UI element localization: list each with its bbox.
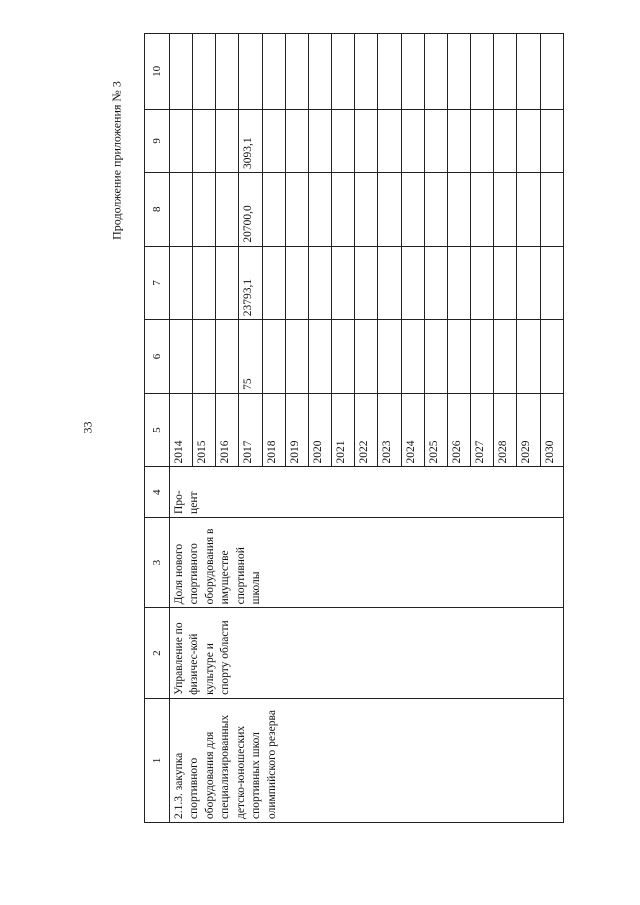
column-number: 8 <box>145 172 170 246</box>
value-cell <box>169 320 192 394</box>
value-cell <box>308 246 331 320</box>
value-cell <box>308 172 331 246</box>
column-number: 4 <box>145 467 170 517</box>
value-cell <box>424 172 447 246</box>
year-cell: 2023 <box>378 393 401 467</box>
value-cell <box>401 246 424 320</box>
value-cell <box>401 34 424 110</box>
value-cell <box>332 320 355 394</box>
value-cell <box>193 172 216 246</box>
value-cell <box>169 246 192 320</box>
year-cell: 2028 <box>494 393 517 467</box>
value-cell <box>332 246 355 320</box>
year-cell: 2020 <box>308 393 331 467</box>
value-cell: 75 <box>239 320 262 394</box>
value-cell <box>424 109 447 172</box>
column-number: 7 <box>145 246 170 320</box>
executor-cell: Управление по физичес-кой культуре и спорту области <box>169 608 563 698</box>
column-number: 6 <box>145 320 170 394</box>
year-cell: 2022 <box>355 393 378 467</box>
value-cell <box>378 172 401 246</box>
value-cell <box>447 172 470 246</box>
value-cell <box>494 172 517 246</box>
column-number: 2 <box>145 608 170 698</box>
value-cell: 20700,0 <box>239 172 262 246</box>
value-cell <box>378 320 401 394</box>
value-cell <box>262 246 285 320</box>
value-cell <box>424 320 447 394</box>
value-cell <box>494 320 517 394</box>
value-cell <box>169 172 192 246</box>
value-cell <box>447 320 470 394</box>
page-number: 33 <box>80 421 95 434</box>
value-cell <box>447 109 470 172</box>
year-cell: 2015 <box>193 393 216 467</box>
value-cell <box>262 320 285 394</box>
value-cell <box>540 109 563 172</box>
table-row <box>169 34 192 823</box>
value-cell <box>401 109 424 172</box>
value-cell <box>262 172 285 246</box>
value-cell <box>517 246 540 320</box>
value-cell <box>169 109 192 172</box>
appendix-table <box>144 33 564 823</box>
value-cell: 23793,1 <box>239 246 262 320</box>
column-number: 3 <box>145 517 170 607</box>
value-cell <box>517 320 540 394</box>
value-cell <box>308 34 331 110</box>
value-cell <box>332 34 355 110</box>
value-cell <box>517 34 540 110</box>
value-cell <box>401 172 424 246</box>
column-number: 9 <box>145 109 170 172</box>
value-cell <box>216 246 239 320</box>
value-cell <box>447 246 470 320</box>
value-cell <box>494 109 517 172</box>
value-cell <box>193 320 216 394</box>
value-cell <box>193 246 216 320</box>
value-cell <box>216 34 239 110</box>
year-cell: 2030 <box>540 393 563 467</box>
year-cell: 2024 <box>401 393 424 467</box>
year-cell: 2025 <box>424 393 447 467</box>
value-cell <box>332 109 355 172</box>
value-cell <box>169 34 192 110</box>
value-cell <box>540 172 563 246</box>
value-cell <box>285 34 308 110</box>
value-cell <box>285 320 308 394</box>
year-cell: 2019 <box>285 393 308 467</box>
value-cell <box>471 34 494 110</box>
value-cell <box>540 246 563 320</box>
column-number: 5 <box>145 393 170 467</box>
value-cell <box>262 109 285 172</box>
value-cell <box>262 34 285 110</box>
value-cell <box>378 34 401 110</box>
item-name: 2.1.3. закупка спортивного оборудования для специализированных детско-юношеских спортивных школ олимпийского резерва <box>169 698 563 822</box>
year-cell: 2027 <box>471 393 494 467</box>
value-cell <box>471 320 494 394</box>
year-cell: 2017 <box>239 393 262 467</box>
year-cell: 2018 <box>262 393 285 467</box>
value-cell <box>401 320 424 394</box>
value-cell <box>355 34 378 110</box>
column-number: 1 <box>145 698 170 822</box>
value-cell <box>193 109 216 172</box>
value-cell <box>517 172 540 246</box>
value-cell <box>355 246 378 320</box>
value-cell <box>494 34 517 110</box>
indicator-cell: Доля нового спортивного оборудования в имуществе спортивной школы <box>169 517 563 607</box>
value-cell <box>355 320 378 394</box>
value-cell <box>378 246 401 320</box>
value-cell <box>517 109 540 172</box>
year-cell: 2029 <box>517 393 540 467</box>
value-cell <box>285 246 308 320</box>
value-cell <box>285 109 308 172</box>
year-cell: 2014 <box>169 393 192 467</box>
value-cell <box>494 246 517 320</box>
appendix-caption: Продолжение приложения № 3 <box>109 81 124 240</box>
value-cell <box>308 109 331 172</box>
value-cell <box>471 109 494 172</box>
value-cell <box>447 34 470 110</box>
value-cell <box>540 34 563 110</box>
value-cell <box>285 172 308 246</box>
value-cell <box>193 34 216 110</box>
year-cell: 2016 <box>216 393 239 467</box>
value-cell <box>239 34 262 110</box>
column-number: 10 <box>145 34 170 110</box>
table-wrapper <box>144 33 564 823</box>
value-cell <box>355 109 378 172</box>
value-cell <box>378 109 401 172</box>
year-cell: 2026 <box>447 393 470 467</box>
value-cell <box>308 320 331 394</box>
table-header-row <box>145 34 170 823</box>
value-cell <box>216 172 239 246</box>
value-cell <box>216 320 239 394</box>
value-cell <box>471 246 494 320</box>
value-cell <box>471 172 494 246</box>
value-cell <box>540 320 563 394</box>
value-cell <box>424 34 447 110</box>
unit-cell: Про-цент <box>169 467 563 517</box>
value-cell <box>355 172 378 246</box>
value-cell <box>424 246 447 320</box>
value-cell <box>332 172 355 246</box>
value-cell <box>216 109 239 172</box>
value-cell: 3093,1 <box>239 109 262 172</box>
year-cell: 2021 <box>332 393 355 467</box>
